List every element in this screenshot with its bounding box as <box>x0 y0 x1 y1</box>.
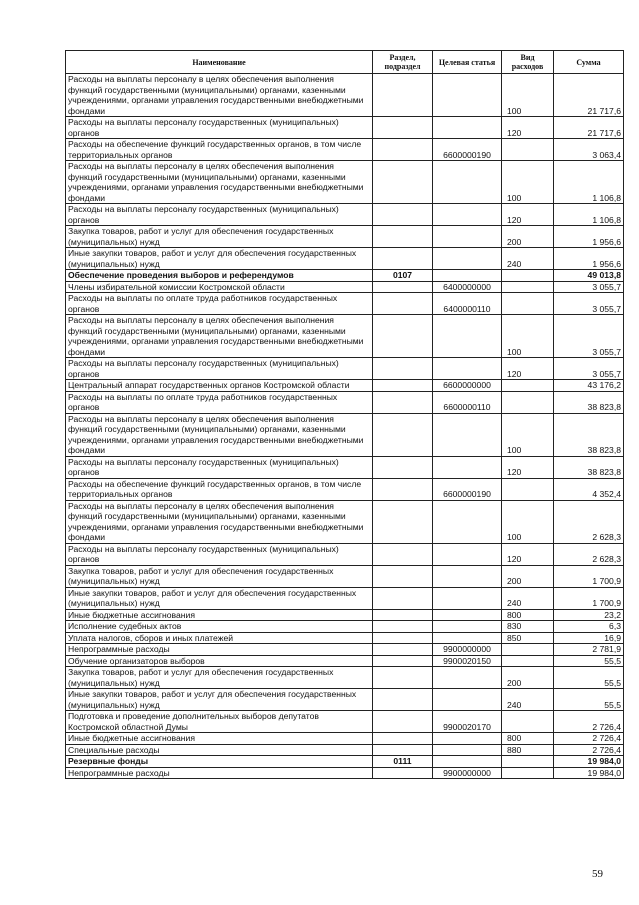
cell-name: Члены избирательной комиссии Костромской области <box>66 281 373 293</box>
table-row <box>66 632 624 644</box>
cell-sum: 38 823,8 <box>554 413 624 456</box>
cell-sum: 43 176,2 <box>554 380 624 392</box>
cell-name: Расходы на выплаты по оплате труда работников государственных органов <box>66 391 373 413</box>
cell-type <box>502 711 554 733</box>
cell-target <box>433 226 502 248</box>
table-row <box>66 644 624 656</box>
cell-section <box>373 609 433 621</box>
cell-section <box>373 655 433 667</box>
cell-section: 0111 <box>373 756 433 768</box>
cell-name: Закупка товаров, работ и услуг для обеспечения государственных (муниципальных) нужд <box>66 565 373 587</box>
cell-sum: 2 726,4 <box>554 744 624 756</box>
cell-type <box>502 139 554 161</box>
cell-target: 6600000000 <box>433 380 502 392</box>
budget-table <box>65 50 624 779</box>
cell-section <box>373 315 433 358</box>
table-row <box>66 358 624 380</box>
cell-section <box>373 587 433 609</box>
cell-type: 200 <box>502 226 554 248</box>
table-body <box>66 74 624 779</box>
cell-target <box>433 621 502 633</box>
header-sum: Сумма <box>554 51 624 74</box>
table-row <box>66 226 624 248</box>
header-type: Вид расходов <box>502 51 554 74</box>
cell-name: Расходы на выплаты персоналу в целях обеспечения выполнения функций государственными (муниципальными) органами, казенными учреждениями, органами управления государственными внебюджетными фондами <box>66 74 373 117</box>
cell-sum: 2 726,4 <box>554 711 624 733</box>
cell-type <box>502 270 554 282</box>
table-row <box>66 315 624 358</box>
cell-target: 6600000190 <box>433 478 502 500</box>
cell-target: 6400000000 <box>433 281 502 293</box>
cell-type: 240 <box>502 689 554 711</box>
header-target: Целевая статья <box>433 51 502 74</box>
table-row <box>66 767 624 779</box>
cell-section <box>373 139 433 161</box>
table-row <box>66 248 624 270</box>
cell-sum: 38 823,8 <box>554 456 624 478</box>
table-row <box>66 744 624 756</box>
cell-section <box>373 644 433 656</box>
cell-section <box>373 500 433 543</box>
cell-sum: 23,2 <box>554 609 624 621</box>
cell-type: 830 <box>502 621 554 633</box>
cell-type: 880 <box>502 744 554 756</box>
header-row <box>66 51 624 74</box>
cell-section: 0107 <box>373 270 433 282</box>
cell-type: 240 <box>502 587 554 609</box>
table-row <box>66 270 624 282</box>
cell-sum: 3 055,7 <box>554 358 624 380</box>
table-row <box>66 621 624 633</box>
table-row <box>66 655 624 667</box>
cell-target <box>433 117 502 139</box>
cell-type: 100 <box>502 413 554 456</box>
cell-type <box>502 767 554 779</box>
table-row <box>66 413 624 456</box>
cell-sum: 55,5 <box>554 655 624 667</box>
cell-section <box>373 667 433 689</box>
cell-sum: 3 055,7 <box>554 315 624 358</box>
table-row <box>66 733 624 745</box>
cell-type: 120 <box>502 117 554 139</box>
cell-section <box>373 565 433 587</box>
cell-type: 240 <box>502 248 554 270</box>
cell-sum: 21 717,6 <box>554 117 624 139</box>
cell-sum: 3 055,7 <box>554 281 624 293</box>
cell-section <box>373 711 433 733</box>
cell-sum: 2 781,9 <box>554 644 624 656</box>
cell-name: Расходы на выплаты персоналу государственных (муниципальных) органов <box>66 117 373 139</box>
cell-section <box>373 767 433 779</box>
cell-name: Иные закупки товаров, работ и услуг для обеспечения государственных (муниципальных) нужд <box>66 248 373 270</box>
header-section: Раздел, подраздел <box>373 51 433 74</box>
cell-name: Резервные фонды <box>66 756 373 768</box>
cell-sum: 1 106,8 <box>554 204 624 226</box>
cell-section <box>373 689 433 711</box>
cell-target: 9900020150 <box>433 655 502 667</box>
cell-name: Непрограммные расходы <box>66 767 373 779</box>
table-row <box>66 543 624 565</box>
cell-type <box>502 478 554 500</box>
cell-section <box>373 204 433 226</box>
cell-type: 120 <box>502 543 554 565</box>
cell-name: Расходы на обеспечение функций государственных органов, в том числе территориальных органов <box>66 478 373 500</box>
cell-sum: 1 700,9 <box>554 587 624 609</box>
cell-target <box>433 667 502 689</box>
cell-sum: 19 984,0 <box>554 756 624 768</box>
cell-sum: 21 717,6 <box>554 74 624 117</box>
cell-name: Обеспечение проведения выборов и референдумов <box>66 270 373 282</box>
table-row <box>66 139 624 161</box>
table-row <box>66 380 624 392</box>
cell-name: Иные бюджетные ассигнования <box>66 733 373 745</box>
table-row <box>66 456 624 478</box>
cell-name: Расходы на выплаты персоналу в целях обеспечения выполнения функций государственными (муниципальными) органами, казенными учреждениями, органами управления государственными внебюджетными фондами <box>66 161 373 204</box>
cell-sum: 3 055,7 <box>554 293 624 315</box>
cell-target <box>433 565 502 587</box>
cell-target <box>433 756 502 768</box>
cell-sum: 49 013,8 <box>554 270 624 282</box>
cell-sum: 6,3 <box>554 621 624 633</box>
cell-sum: 3 063,4 <box>554 139 624 161</box>
cell-sum: 38 823,8 <box>554 391 624 413</box>
cell-type: 100 <box>502 315 554 358</box>
cell-name: Иные закупки товаров, работ и услуг для обеспечения государственных (муниципальных) нужд <box>66 587 373 609</box>
cell-type: 120 <box>502 204 554 226</box>
cell-section <box>373 413 433 456</box>
cell-sum: 1 956,6 <box>554 226 624 248</box>
table-row <box>66 756 624 768</box>
table-row <box>66 74 624 117</box>
cell-type: 200 <box>502 667 554 689</box>
table-row <box>66 689 624 711</box>
cell-target <box>433 609 502 621</box>
cell-type <box>502 391 554 413</box>
table-row <box>66 609 624 621</box>
table-row <box>66 587 624 609</box>
cell-sum: 2 628,3 <box>554 500 624 543</box>
cell-section <box>373 543 433 565</box>
cell-section <box>373 293 433 315</box>
cell-type: 100 <box>502 161 554 204</box>
cell-name: Закупка товаров, работ и услуг для обеспечения государственных (муниципальных) нужд <box>66 667 373 689</box>
cell-sum: 16,9 <box>554 632 624 644</box>
cell-name: Иные бюджетные ассигнования <box>66 609 373 621</box>
cell-target <box>433 270 502 282</box>
cell-target <box>433 161 502 204</box>
cell-sum: 1 700,9 <box>554 565 624 587</box>
cell-section <box>373 117 433 139</box>
table-row <box>66 281 624 293</box>
cell-sum: 2 726,4 <box>554 733 624 745</box>
table-row <box>66 391 624 413</box>
cell-name: Расходы на выплаты персоналу в целях обеспечения выполнения функций государственными (муниципальными) органами, казенными учреждениями, органами управления государственными внебюджетными фондами <box>66 315 373 358</box>
cell-name: Расходы на выплаты персоналу государственных (муниципальных) органов <box>66 358 373 380</box>
table-header <box>66 51 624 74</box>
cell-section <box>373 621 433 633</box>
cell-target <box>433 74 502 117</box>
cell-sum: 55,5 <box>554 667 624 689</box>
cell-target: 9900000000 <box>433 767 502 779</box>
cell-type: 100 <box>502 500 554 543</box>
cell-name: Закупка товаров, работ и услуг для обеспечения государственных (муниципальных) нужд <box>66 226 373 248</box>
cell-name: Специальные расходы <box>66 744 373 756</box>
cell-sum: 1 106,8 <box>554 161 624 204</box>
table-row <box>66 204 624 226</box>
cell-target <box>433 500 502 543</box>
cell-section <box>373 161 433 204</box>
cell-section <box>373 226 433 248</box>
cell-name: Расходы на выплаты персоналу государственных (муниципальных) органов <box>66 543 373 565</box>
cell-type <box>502 281 554 293</box>
cell-section <box>373 281 433 293</box>
cell-target <box>433 358 502 380</box>
cell-type: 120 <box>502 358 554 380</box>
cell-name: Расходы на выплаты по оплате труда работников государственных органов <box>66 293 373 315</box>
cell-target <box>433 632 502 644</box>
cell-name: Расходы на выплаты персоналу государственных (муниципальных) органов <box>66 456 373 478</box>
table-row <box>66 161 624 204</box>
table-row <box>66 293 624 315</box>
cell-target: 9900000000 <box>433 644 502 656</box>
cell-type <box>502 756 554 768</box>
table-row <box>66 667 624 689</box>
cell-target: 6400000110 <box>433 293 502 315</box>
cell-type <box>502 293 554 315</box>
cell-target <box>433 733 502 745</box>
cell-name: Уплата налогов, сборов и иных платежей <box>66 632 373 644</box>
cell-section <box>373 478 433 500</box>
cell-target: 6600000190 <box>433 139 502 161</box>
cell-section <box>373 248 433 270</box>
cell-target <box>433 248 502 270</box>
cell-type: 850 <box>502 632 554 644</box>
cell-section <box>373 358 433 380</box>
cell-sum: 2 628,3 <box>554 543 624 565</box>
cell-name: Расходы на выплаты персоналу в целях обеспечения выполнения функций государственными (муниципальными) органами, казенными учреждениями, органами управления государственными внебюджетными фондами <box>66 413 373 456</box>
cell-name: Расходы на выплаты персоналу государственных (муниципальных) органов <box>66 204 373 226</box>
page-number: 59 <box>592 868 603 880</box>
cell-target: 6600000110 <box>433 391 502 413</box>
cell-name: Исполнение судебных актов <box>66 621 373 633</box>
cell-type: 800 <box>502 733 554 745</box>
cell-sum: 4 352,4 <box>554 478 624 500</box>
cell-type <box>502 380 554 392</box>
cell-section <box>373 632 433 644</box>
cell-type <box>502 644 554 656</box>
cell-section <box>373 744 433 756</box>
header-name: Наименование <box>66 51 373 74</box>
cell-name: Центральный аппарат государственных органов Костромской области <box>66 380 373 392</box>
cell-type: 800 <box>502 609 554 621</box>
cell-name: Иные закупки товаров, работ и услуг для обеспечения государственных (муниципальных) нужд <box>66 689 373 711</box>
cell-target <box>433 744 502 756</box>
cell-type <box>502 655 554 667</box>
cell-type: 120 <box>502 456 554 478</box>
cell-target <box>433 456 502 478</box>
cell-name: Расходы на обеспечение функций государственных органов, в том числе территориальных органов <box>66 139 373 161</box>
cell-name: Расходы на выплаты персоналу в целях обеспечения выполнения функций государственными (муниципальными) органами, казенными учреждениями, органами управления государственными внебюджетными фондами <box>66 500 373 543</box>
cell-target <box>433 204 502 226</box>
cell-target <box>433 689 502 711</box>
cell-sum: 55,5 <box>554 689 624 711</box>
cell-target: 9900020170 <box>433 711 502 733</box>
cell-target <box>433 543 502 565</box>
cell-sum: 19 984,0 <box>554 767 624 779</box>
cell-name: Обучение организаторов выборов <box>66 655 373 667</box>
table-row <box>66 711 624 733</box>
table-row <box>66 500 624 543</box>
cell-target <box>433 587 502 609</box>
cell-type: 100 <box>502 74 554 117</box>
table-row <box>66 117 624 139</box>
cell-section <box>373 74 433 117</box>
cell-target <box>433 413 502 456</box>
cell-section <box>373 391 433 413</box>
table-row <box>66 478 624 500</box>
cell-name: Непрограммные расходы <box>66 644 373 656</box>
cell-section <box>373 456 433 478</box>
cell-type: 200 <box>502 565 554 587</box>
cell-section <box>373 380 433 392</box>
cell-name: Подготовка и проведение дополнительных выборов депутатов Костромской областной Думы <box>66 711 373 733</box>
cell-target <box>433 315 502 358</box>
cell-section <box>373 733 433 745</box>
cell-sum: 1 956,6 <box>554 248 624 270</box>
table-row <box>66 565 624 587</box>
